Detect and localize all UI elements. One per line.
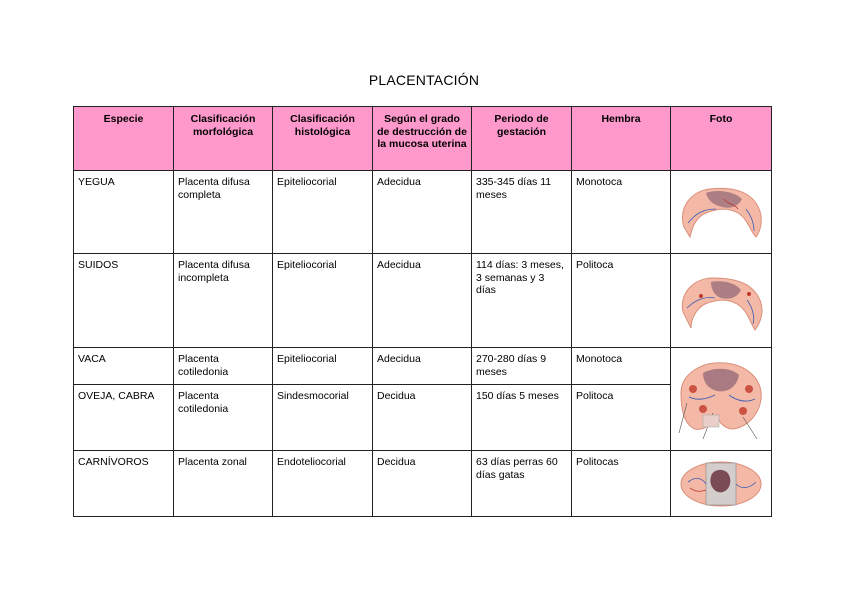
cell-destruccion: Adecidua [373,254,472,348]
diffuse-complete-placenta-icon [676,179,766,245]
zonary-placenta-icon [678,458,764,510]
cell-especie: SUIDOS [74,254,174,348]
header-foto: Foto [671,107,772,171]
placentation-table [73,106,772,517]
header-hembra: Hembra [572,107,671,171]
header-clasificacion-histologica: Clasificación histológica [273,107,373,171]
cell-histologica: Endoteliocorial [273,451,373,517]
cell-histologica: Epiteliocorial [273,254,373,348]
header-especie: Especie [74,107,174,171]
cotyledonary-placenta-icon [673,353,769,445]
cell-gestacion: 114 días: 3 meses, 3 semanas y 3 días [472,254,572,348]
cell-gestacion: 270-280 días 9 meses [472,348,572,385]
cell-morfologica: Placenta difusa completa [174,171,273,254]
table-row [74,348,772,385]
cell-foto [671,348,772,451]
cell-destruccion: Decidua [373,385,472,451]
table-row [74,451,772,517]
cell-hembra: Politoca [572,385,671,451]
cell-especie: CARNÍVOROS [74,451,174,517]
cell-morfologica: Placenta zonal [174,451,273,517]
cell-destruccion: Adecidua [373,348,472,385]
diffuse-incomplete-placenta-icon [677,266,765,336]
cell-hembra: Monotoca [572,348,671,385]
cell-histologica: Sindesmocorial [273,385,373,451]
header-grado-destruccion: Según el grado de destrucción de la mucosa uterina [373,107,472,171]
page-title: PLACENTACIÓN [368,72,480,88]
cell-gestacion: 63 días perras 60 días gatas [472,451,572,517]
cell-destruccion: Adecidua [373,171,472,254]
cell-histologica: Epiteliocorial [273,348,373,385]
cell-destruccion: Decidua [373,451,472,517]
header-periodo-gestacion: Periodo de gestación [472,107,572,171]
cell-hembra: Politoca [572,254,671,348]
header-clasificacion-morfologica: Clasificación morfológica [174,107,273,171]
cell-morfologica: Placenta cotiledonia [174,348,273,385]
cell-foto [671,171,772,254]
cell-morfologica: Placenta difusa incompleta [174,254,273,348]
cell-hembra: Monotoca [572,171,671,254]
table-header-row [74,107,772,171]
table-row [74,385,772,451]
cell-histologica: Epiteliocorial [273,171,373,254]
cell-especie: YEGUA [74,171,174,254]
cell-foto [671,254,772,348]
cell-gestacion: 335-345 días 11 meses [472,171,572,254]
cell-especie: OVEJA, CABRA [74,385,174,451]
cell-especie: VACA [74,348,174,385]
cell-hembra: Politocas [572,451,671,517]
cell-foto [671,451,772,517]
cell-gestacion: 150 días 5 meses [472,385,572,451]
cell-morfologica: Placenta cotiledonia [174,385,273,451]
table-row [74,171,772,254]
table-row [74,254,772,348]
